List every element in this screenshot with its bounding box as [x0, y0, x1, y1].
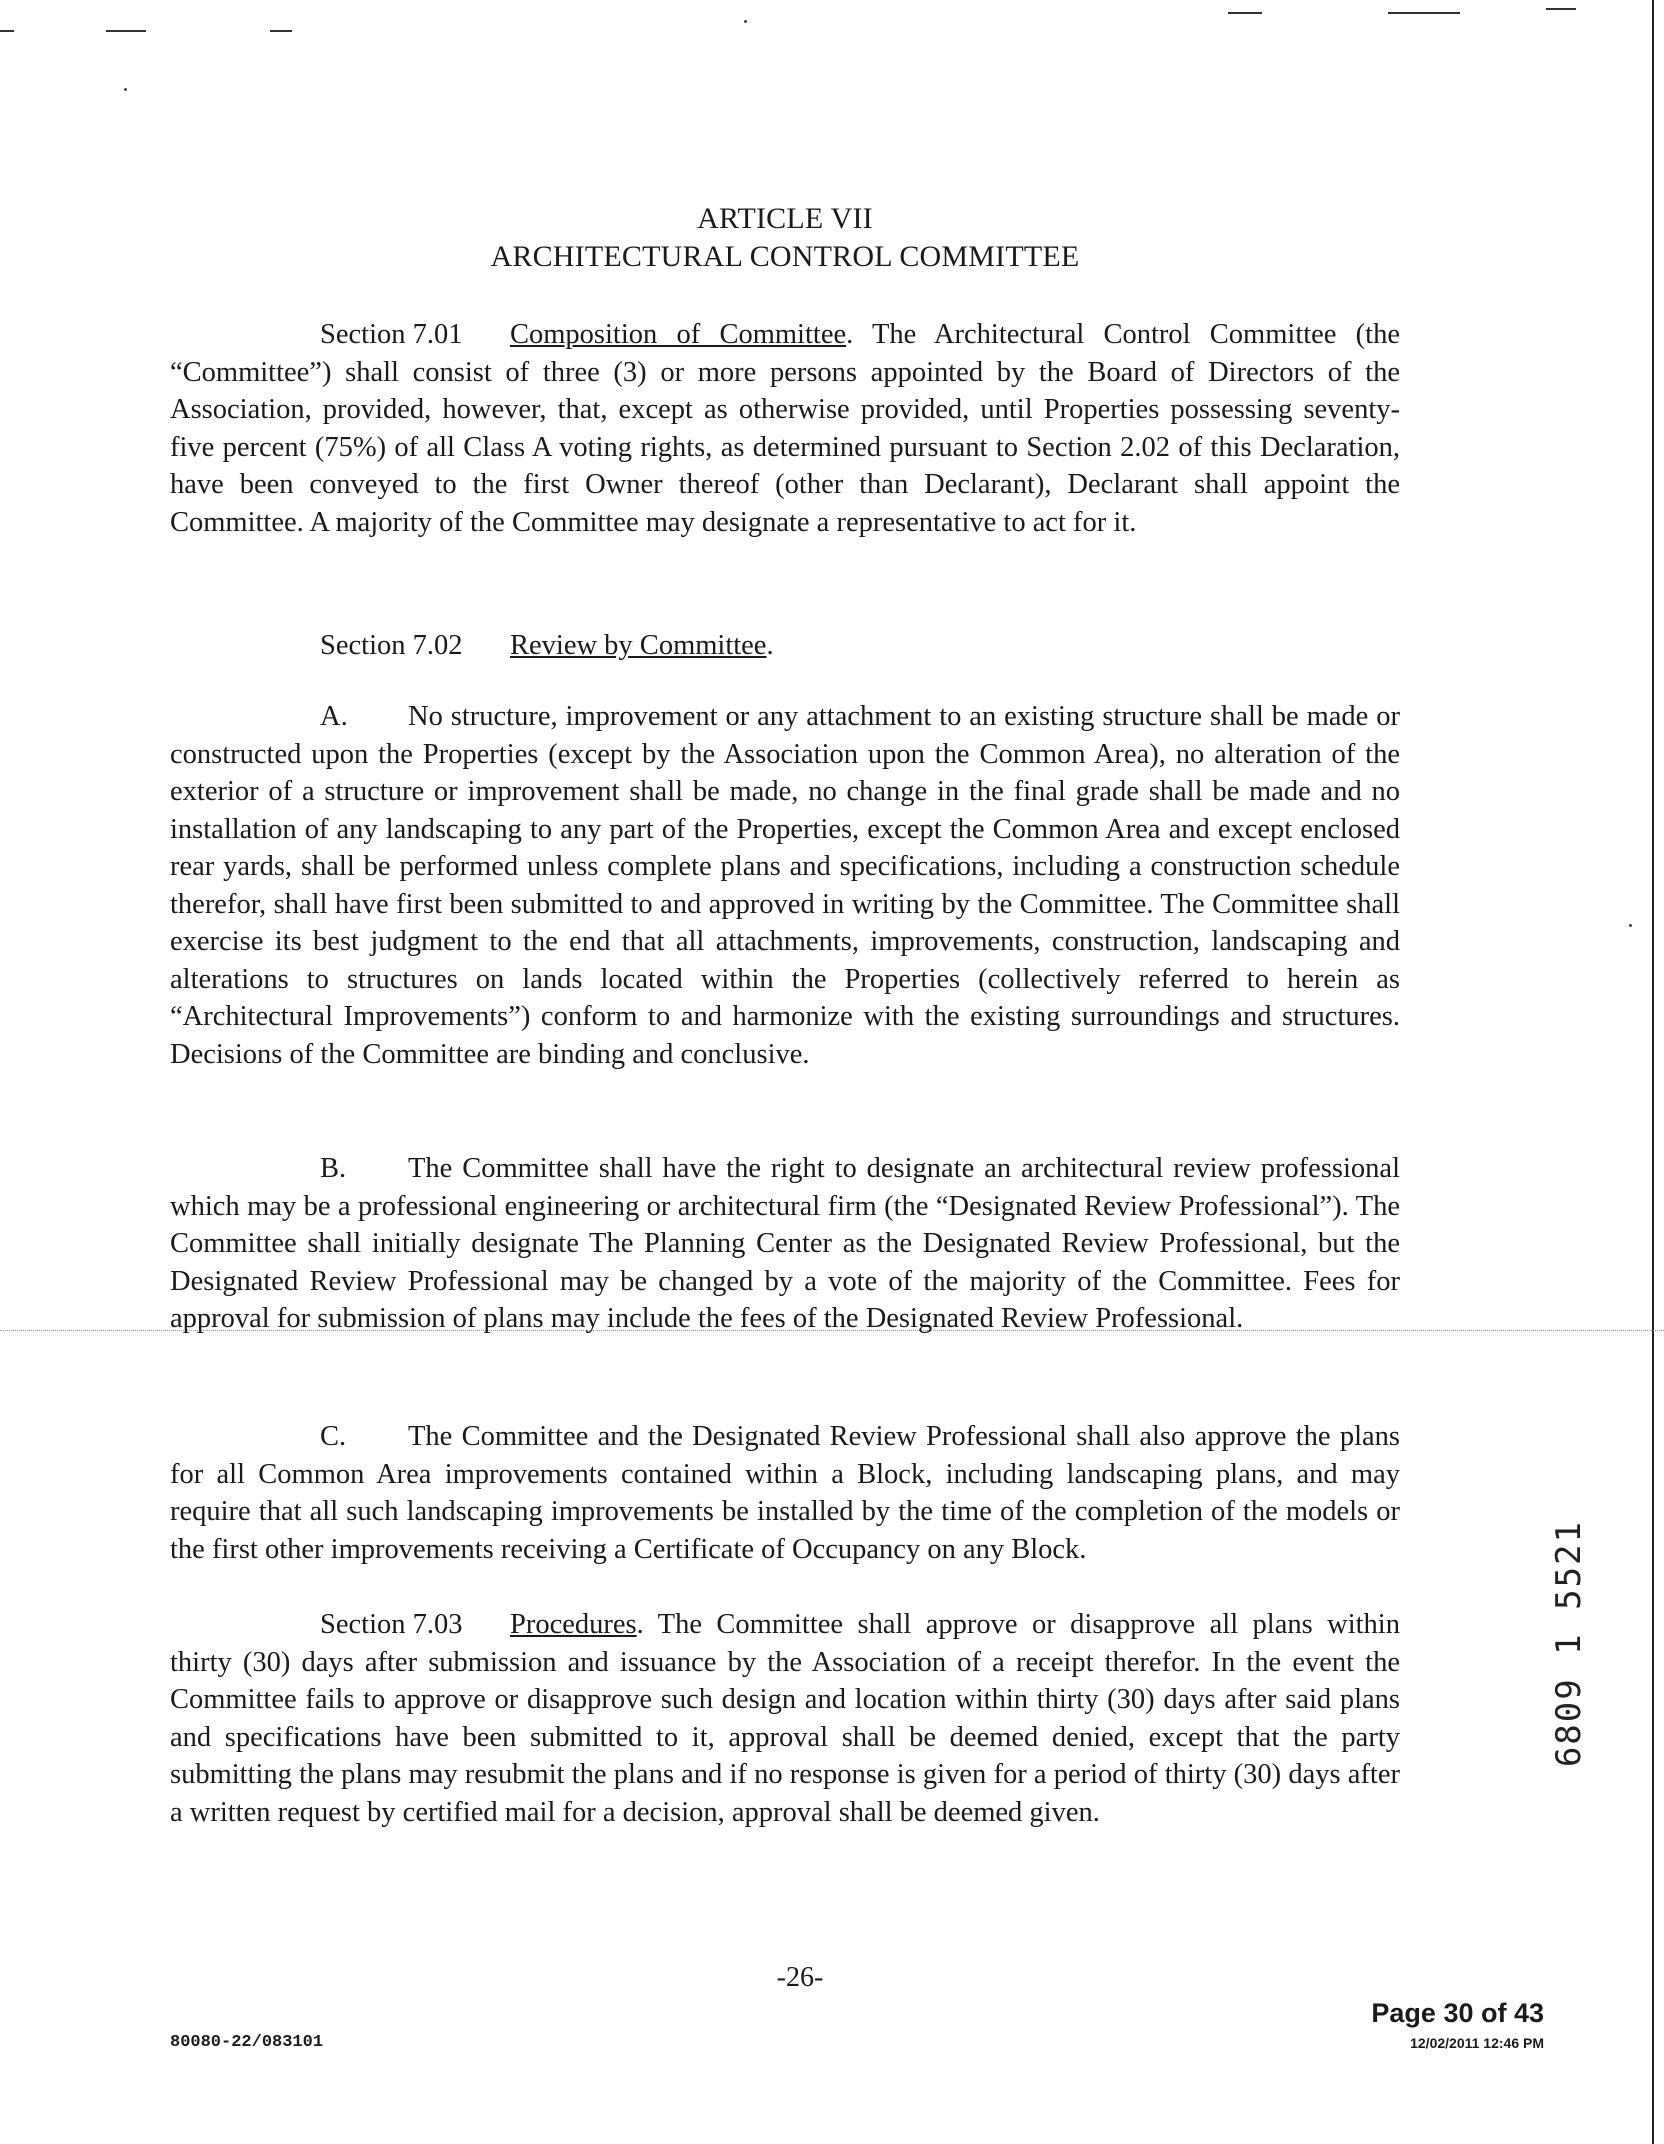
scan-mark [106, 30, 146, 32]
subsection-letter: B. [320, 1153, 347, 1184]
scan-mark [270, 30, 292, 32]
section-7-03: Section 7.03 Procedures. The Committee shall approve or disapprove all plans within thirty (30) days after submission and issuance by the Association of a receipt therefor. In the event the Committee fails to approve or disapprove such design and location within thirty (30) days after said plans and specifications have been submitted to it, approval shall be deemed denied, except that the party submitting the plans may resubmit the plans and if no response is given for a period of thirty (30) days after a written request by certified mail for a decision, approval shall be deemed given. [170, 1606, 1400, 1831]
subsection-text: No structure, improvement or any attachment to an existing structure shall be made or constructed upon the Properties (except by the Association upon the Common Area), no alteration of the exterior of a structure or improvement shall be made, no change in the final grade shall be made and no installation of any landscaping to any part of the Properties, except the Common Area and except enclosed rear yards, shall be performed unless complete plans and specifications, including a construction schedule therefor, shall have first been submitted to and approved in writing by the Committee. The Committee shall exercise its best judgment to the end that all attachments, improvements, construction, landscaping and alterations to structures on lands located within the Properties (collectively referred to herein as “Architectural Improvements”) conform to and harmonize with the existing surroundings and structures. Decisions of the Committee are binding and conclusive. [170, 701, 1400, 1070]
page-counter: Page 30 of 43 [1371, 1998, 1544, 2028]
scan-mark [1546, 8, 1576, 10]
scan-speck [1629, 924, 1632, 927]
page-number: -26- [776, 1962, 824, 1993]
section-heading: Composition of Committee [510, 319, 847, 350]
article-subtitle: ARCHITECTURAL CONTROL COMMITTEE [490, 240, 1080, 273]
section-text: The Architectural Control Committee (the “Committee”) shall consist of three (3) or more persons appointed by the Board of Directors of the Association, provided, however, that, except as otherwise provided, until Properties possessing seventy-five percent (75%) of all Class A voting rights, as determined pursuant to Section 2.02 of this Declaration, have been conveyed to the first Owner thereof (other than Declarant), Declarant shall appoint the Committee. A majority of the Committee may designate a representative to act for it. [170, 319, 1400, 538]
section-heading: Procedures [510, 1609, 637, 1640]
document-id: 80080-22/083101 [170, 2033, 324, 2052]
section-7-01: Section 7.01 Composition of Committee. The Architectural Control Committee (the “Committee”) shall consist of three (3) or more persons appointed by the Board of Directors of the Association, provided, however, that, except as otherwise provided, until Properties possessing seventy-five percent (75%) of all Class A voting rights, as determined pursuant to Section 2.02 of this Declaration, have been conveyed to the first Owner thereof (other than Declarant), Declarant shall appoint the Committee. A majority of the Committee may designate a representative to act for it. [170, 316, 1400, 541]
subsection-b [170, 1150, 1400, 1338]
subsection-c [170, 1418, 1400, 1568]
subsection-letter: C. [320, 1421, 347, 1452]
section-number: Section 7.03 [320, 1609, 463, 1640]
article-title: ARTICLE VII [697, 202, 873, 235]
subsection-text: The Committee shall have the right to designate an architectural review professional which may be a professional engineering or architectural firm (the “Designated Review Professional”). The Committee shall initially designate The Planning Center as the Designated Review Professional, but the Designated Review Professional may be changed by a vote of the majority of the Committee. Fees for approval for submission of plans may include the fees of the Designated Review Professional. [170, 1153, 1400, 1334]
scan-speck [124, 88, 127, 91]
section-number: Section 7.02 [320, 630, 463, 661]
recording-stamp: 6809 1 5521 [1549, 1520, 1589, 1768]
section-number: Section 7.01 [320, 319, 463, 350]
scan-speck [744, 20, 747, 23]
scan-mark [1388, 12, 1460, 14]
subsection-a [170, 698, 1400, 1073]
page-edge [1652, 0, 1654, 2144]
print-timestamp: 12/02/2011 12:46 PM [1410, 2035, 1544, 2051]
section-7-02-heading: Section 7.02 Review by Committee. [170, 627, 1400, 665]
subsection-text: The Committee and the Designated Review Professional shall also approve the plans for all Common Area improvements contained within a Block, including landscaping plans, and may require that all such landscaping improvements be installed by the time of the completion of the models or the first other improvements receiving a Certificate of Occupancy on any Block. [170, 1421, 1400, 1565]
section-heading: Review by Committee [510, 630, 767, 661]
section-text: The Committee shall approve or disapprove all plans within thirty (30) days after submission and issuance by the Association of a receipt therefor. In the event the Committee fails to approve or disapprove such design and location within thirty (30) days after said plans and specifications have been submitted to it, approval shall be deemed denied, except that the party submitting the plans may resubmit the plans and if no response is given for a period of thirty (30) days after a written request by certified mail for a decision, approval shall be deemed given. [170, 1609, 1400, 1828]
scan-mark [1228, 12, 1262, 14]
scan-mark [0, 30, 14, 32]
subsection-letter: A. [320, 701, 348, 732]
